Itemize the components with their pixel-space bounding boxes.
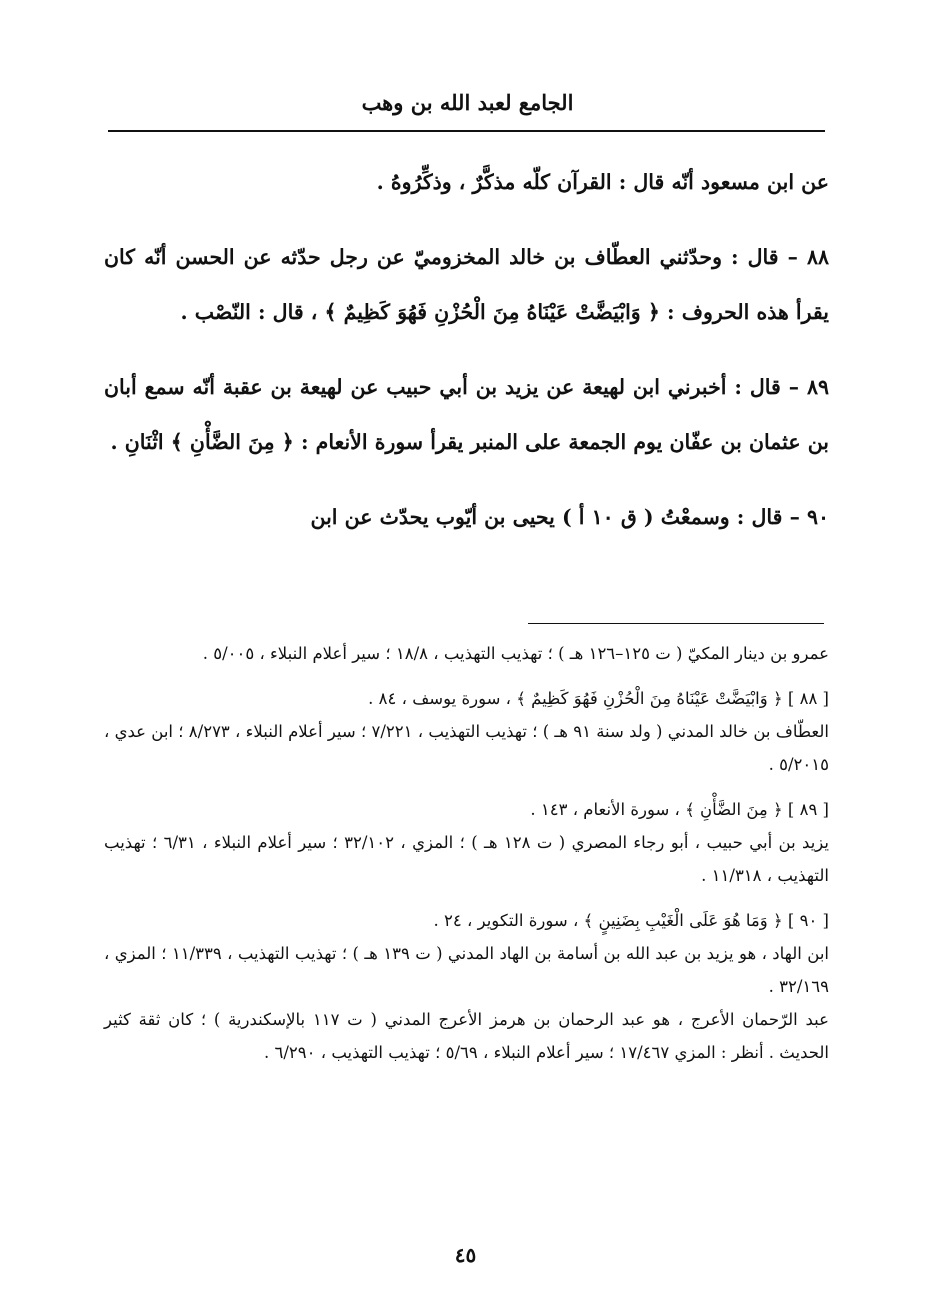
footnote-gap [104,670,829,682]
footnote-88-narrator: العطّاف بن خالد المدني ( ولد سنة ٩١ هـ ) ؛ تهذيب التهذيب ، ٧/٢٢١ ؛ سير أعلام النبلاء ، ٨/٢٧٣ ؛ ابن عدي ، ٥/٢٠١٥ . [104,722,829,774]
footnote-gap [104,781,829,793]
footnote-90-ibn-al-had: ابن الهاد ، هو يزيد بن عبد الله بن أسامة بن الهاد المدني ( ت ١٣٩ هـ ) ؛ تهذيب التهذيب ، ١١/٣٣٩ ؛ المزي ، ٣٢/١٦٩ . [104,944,829,996]
paragraph-gap [104,340,829,360]
header-rule [108,130,825,132]
footnote-89-narrator: يزيد بن أبي حبيب ، أبو رجاء المصري ( ت ١٢٨ هـ ) ؛ المزي ، ٣٢/١٠٢ ؛ سير أعلام النبلاء ، ٦/٣١ ؛ تهذيب التهذيب ، ١١/٣١٨ . [104,833,829,885]
footnote-90-verse: [ ٩٠ ] ﴿ وَمَا هُوَ عَلَى الْغَيْبِ بِضَنِينٍ ﴾ ، سورة التكوير ، ٢٤ . [433,911,829,930]
footnote-amr-ibn-dinar: عمرو بن دينار المكيّ ( ت ١٢٥–١٢٦ هـ ) ؛ تهذيب التهذيب ، ١٨/٨ ؛ سير أعلام النبلاء ، ٥/٠٠٥ . [202,644,829,663]
paragraph-88: ٨٨ – قال : وحدّثني العطّاف بن خالد المخزوميّ عن رجل حدّثه عن الحسن أنّه كان يقرأ هذه الحروف : ﴿ وَابْيَضَّتْ عَيْنَاهُ مِنَ الْحُزْنِ فَهُوَ كَظِيمٌ ﴾ ، قال : النّصْب . [104,245,829,324]
footnote-rule [528,623,824,624]
footnote-90-al-araj: عبد الرّحمان الأعرج ، هو عبد الرحمان بن هرمز الأعرج المدني ( ت ١١٧ بالإسكندرية ) ؛ كان ثقة كثير الحديث . أنظر : المزي ١٧/٤٦٧ ؛ سير أعلام النبلاء ، ٥/٦٩ ؛ تهذيب التهذيب ، ٦/٢٩٠ . [104,1010,829,1062]
main-text [104,155,829,545]
footnote-89-verse: [ ٨٩ ] ﴿ مِنَ الضَّأْنِ ﴾ ، سورة الأنعام ، ١٤٣ . [530,800,829,819]
paragraph-gap [104,210,829,230]
footnote-88-verse: [ ٨٨ ] ﴿ وَابْيَضَّتْ عَيْنَاهُ مِنَ الْحُزْنِ فَهُوَ كَظِيمٌ ﴾ ، سورة يوسف ، ٨٤ . [368,689,829,708]
running-title: الجامع لعبد الله بن وهب [361,90,574,115]
footnote-gap [104,892,829,904]
page-number: ٤٥ [454,1243,477,1267]
paragraph-90: ٩٠ – قال : وسمعْتُ ( ق ١٠ أ ) يحيى بن أيّوب يحدّث عن ابن [310,505,829,529]
footnotes [104,637,829,1069]
paragraph-gap [104,470,829,490]
paragraph-89: ٨٩ – قال : أخبرني ابن لهيعة عن يزيد بن أبي حبيب عن لهيعة بن عقبة أنّه سمع أبان بن عثمان بن عفّان يوم الجمعة على المنبر يقرأ سورة الأنعام : ﴿ مِنَ الضَّأْنِ ﴾ اثْنَانِ . [104,375,829,454]
paragraph-continuation: عن ابن مسعود أنّه قال : القرآن كلّه مذكَّرٌ ، وذكِّرُوهُ . [376,170,829,194]
